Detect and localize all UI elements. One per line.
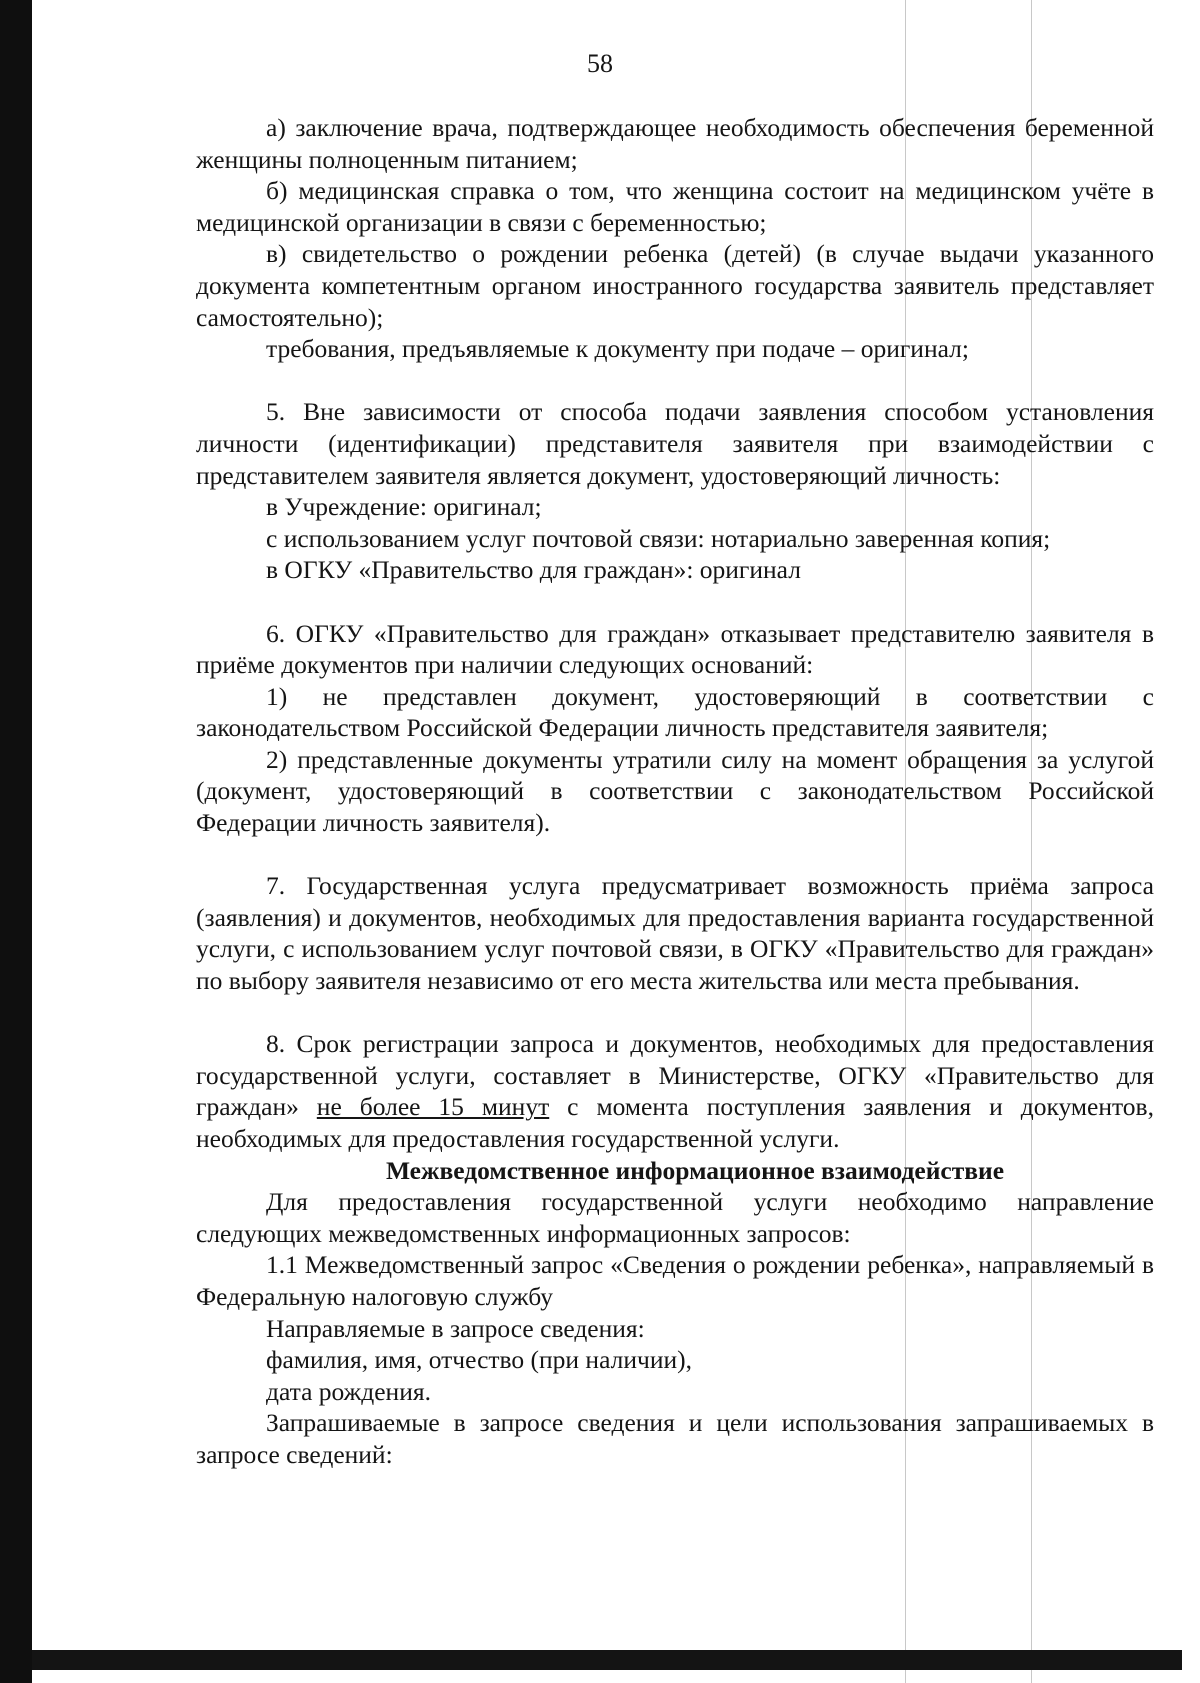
paragraph: дата рождения. [266, 1376, 431, 1406]
page-number: 58 [587, 49, 613, 78]
text-run: с момента поступления заявления и документов, необходимых для предоставления государственной услуги. [196, 1092, 1154, 1153]
paragraph: 6. ОГКУ «Правительство для граждан» отказывает представителю заявителя в приёме документов при наличии следующих оснований: [196, 618, 1154, 680]
section-heading: Межведомственное информационное взаимодействие [385, 1155, 1005, 1185]
text-run: 8. Срок регистрации запроса и документов, необходимых для предоставления государственной услуги, составляет в Министерстве, ОГКУ «Правительство для граждан» [196, 1029, 1154, 1122]
spacer [196, 997, 1154, 1029]
paragraph: 2) представленные документы утратили силу на момент обращения за услугой (документ, удостоверяющий в соответствии с законодательством Российской Федерации личность заявителя). [196, 744, 1154, 838]
spacer [196, 365, 1154, 397]
paragraph: 1.1 Межведомственный запрос «Сведения о рождении ребенка», направляемый в Федеральную налоговую службу [196, 1250, 1154, 1311]
paragraph: Запрашиваемые в запросе сведения и цели использования запрашиваемых в запросе сведений: [196, 1408, 1154, 1469]
paragraph: б) медицинская справка о том, что женщина состоит на медицинском учёте в медицинской организации в связи с беременностью; [196, 176, 1154, 237]
paragraph: 1) не представлен документ, удостоверяющий в соответствии с законодательством Российской Федерации личность представителя заявителя; [196, 681, 1154, 743]
spacer [196, 586, 1154, 618]
document-body [196, 112, 1154, 1471]
paragraph: в Учреждение: оригинал; [266, 492, 542, 522]
paragraph: в ОГКУ «Правительство для граждан»: оригинал [266, 555, 801, 585]
paragraph: а) заключение врача, подтверждающее необходимость обеспечения беременной женщины полноценным питанием; [196, 113, 1154, 174]
paragraph: фамилия, имя, отчество (при наличии), [266, 1345, 692, 1375]
paragraph: требования, предъявляемые к документу при подаче – оригинал; [266, 334, 969, 364]
paragraph: Направляемые в запросе сведения: [266, 1313, 645, 1343]
paragraph: 5. Вне зависимости от способа подачи заявления способом установления личности (идентификации) представителя заявителя при взаимодействии с представителем заявителя является документ, удостоверяющий личность: [196, 397, 1154, 490]
paragraph: Для предоставления государственной услуги необходимо направление следующих межведомственных информационных запросов: [196, 1187, 1154, 1248]
scan-edge-bottom [32, 1650, 1182, 1670]
underlined-term: не более 15 минут [316, 1092, 550, 1122]
paragraph: 7. Государственная услуга предусматривает возможность приёма запроса (заявления) и документов, необходимых для предоставления варианта государственной услуги, с использованием услуг почтовой связи, в ОГКУ «Правительство для граждан» по выбору заявителя независимо от его места жительства или места пребывания. [196, 871, 1154, 996]
paragraph: в) свидетельство о рождении ребенка (детей) (в случае выдачи указанного документа компетентным органом иностранного государства заявитель представляет самостоятельно); [196, 239, 1154, 332]
paragraph: с использованием услуг почтовой связи: нотариально заверенная копия; [266, 523, 1051, 553]
paragraph-8 [196, 1028, 1154, 1154]
scan-edge-left [0, 0, 32, 1683]
spacer [196, 839, 1154, 871]
